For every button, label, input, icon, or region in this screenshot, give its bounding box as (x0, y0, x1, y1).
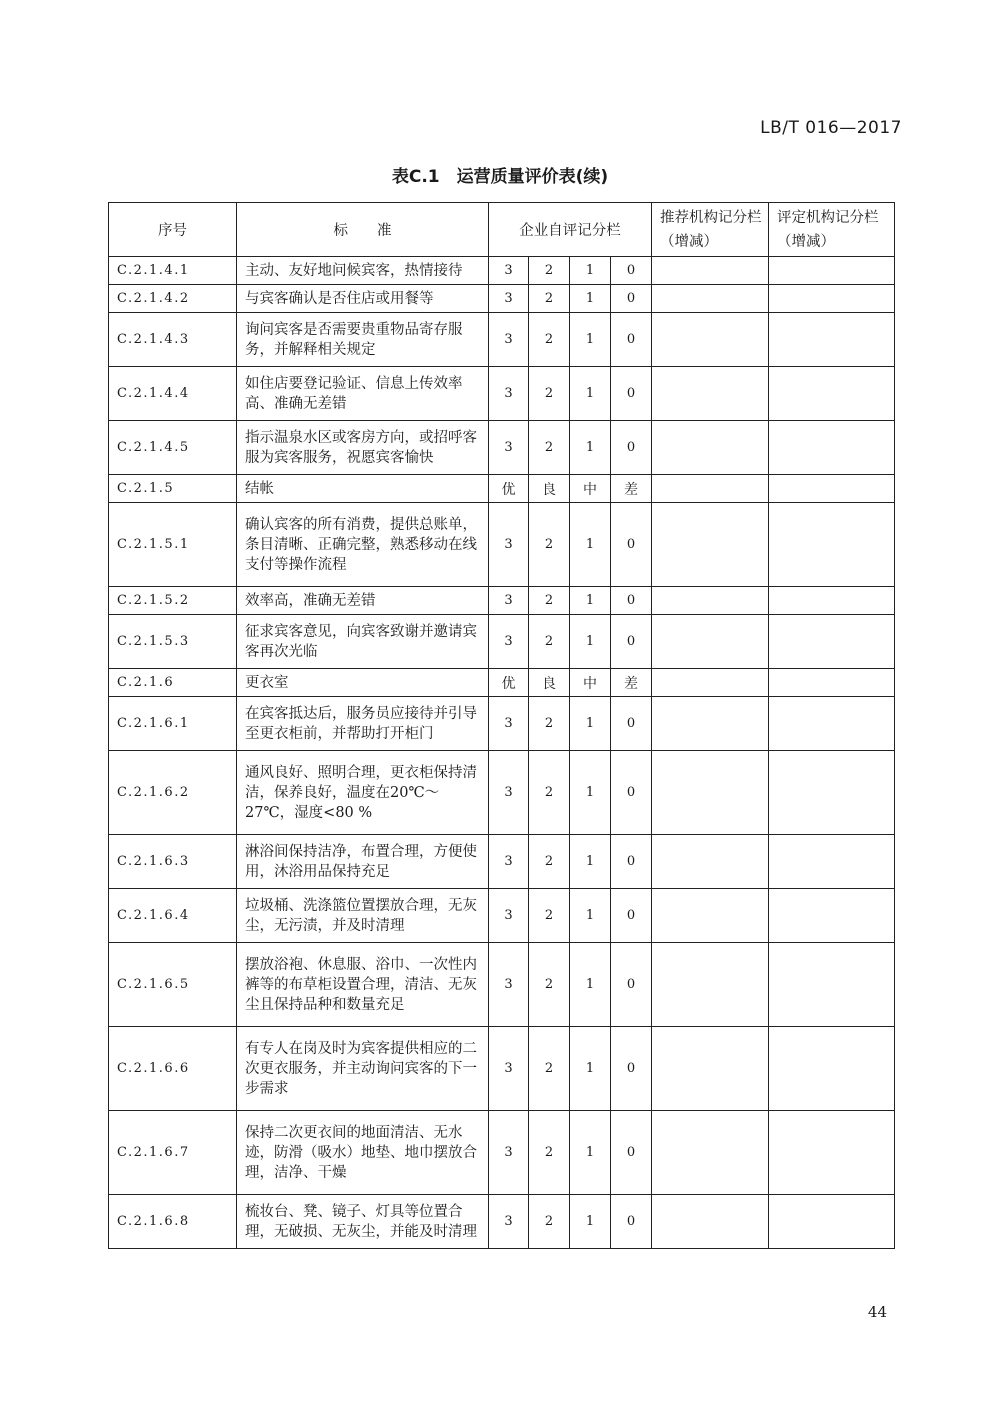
document-code: LB/T 016—2017 (760, 118, 902, 138)
recommend-score-cell[interactable] (652, 587, 769, 615)
standard-text: 梳妆台、凳、镜子、灯具等位置合理，无破损、无灰尘，并能及时清理 (237, 1195, 489, 1249)
recommend-score-cell[interactable] (652, 1027, 769, 1111)
score-cell: 1 (570, 1027, 611, 1111)
standard-text: 询问宾客是否需要贵重物品寄存服务，并解释相关规定 (237, 313, 489, 367)
recommend-score-cell[interactable] (652, 421, 769, 475)
score-cell: 0 (611, 889, 652, 943)
item-number: C.2.1.4.4 (109, 367, 237, 421)
score-cell: 2 (529, 503, 570, 587)
item-number: C.2.1.6.7 (109, 1111, 237, 1195)
score-cell: 2 (529, 421, 570, 475)
score-cell: 2 (529, 257, 570, 285)
score-cell: 2 (529, 615, 570, 669)
score-cell: 0 (611, 751, 652, 835)
evaluation-table (108, 202, 895, 1249)
assess-score-cell[interactable] (769, 697, 895, 751)
grade-cell: 优 (489, 669, 529, 697)
header-self-eval: 企业自评记分栏 (489, 203, 652, 257)
recommend-score-cell[interactable] (652, 697, 769, 751)
item-number: C.2.1.5.2 (109, 587, 237, 615)
table-row (109, 1027, 895, 1111)
score-cell: 1 (570, 503, 611, 587)
assess-score-cell[interactable] (769, 257, 895, 285)
score-cell: 1 (570, 421, 611, 475)
standard-text: 指示温泉水区或客房方向，或招呼客服为宾客服务，祝愿宾客愉快 (237, 421, 489, 475)
recommend-score-cell[interactable] (652, 1111, 769, 1195)
score-cell: 3 (489, 421, 529, 475)
score-cell: 2 (529, 835, 570, 889)
score-cell: 0 (611, 503, 652, 587)
recommend-score-cell[interactable] (652, 503, 769, 587)
standard-text: 通风良好、照明合理，更衣柜保持清洁，保养良好，温度在20℃～27℃，湿度<80 % (237, 751, 489, 835)
item-number: C.2.1.4.2 (109, 285, 237, 313)
score-cell: 3 (489, 313, 529, 367)
recommend-score-cell[interactable] (652, 313, 769, 367)
table-row (109, 751, 895, 835)
table-row (109, 257, 895, 285)
item-number: C.2.1.6.3 (109, 835, 237, 889)
score-cell: 0 (611, 587, 652, 615)
assess-score-cell[interactable] (769, 285, 895, 313)
item-number: C.2.1.6.5 (109, 943, 237, 1027)
table-row (109, 313, 895, 367)
table-row (109, 669, 895, 697)
item-number: C.2.1.6.6 (109, 1027, 237, 1111)
item-number: C.2.1.5.3 (109, 615, 237, 669)
score-cell: 0 (611, 1195, 652, 1249)
score-cell: 0 (611, 697, 652, 751)
score-cell: 0 (611, 367, 652, 421)
standard-text: 效率高，准确无差错 (237, 587, 489, 615)
standard-text: 与宾客确认是否住店或用餐等 (237, 285, 489, 313)
score-cell: 2 (529, 943, 570, 1027)
standard-text: 主动、友好地问候宾客，热情接待 (237, 257, 489, 285)
score-cell: 3 (489, 285, 529, 313)
score-cell: 0 (611, 313, 652, 367)
assess-score-cell[interactable] (769, 1111, 895, 1195)
score-cell: 2 (529, 751, 570, 835)
score-cell: 2 (529, 285, 570, 313)
score-cell: 3 (489, 587, 529, 615)
score-cell: 0 (611, 615, 652, 669)
standard-text: 垃圾桶、洗涤篮位置摆放合理，无灰尘，无污渍，并及时清理 (237, 889, 489, 943)
header-assess: 评定机构记分栏（增减） (769, 203, 895, 257)
score-cell: 2 (529, 889, 570, 943)
score-cell: 1 (570, 313, 611, 367)
table-row (109, 889, 895, 943)
assess-score-cell[interactable] (769, 367, 895, 421)
table-row (109, 1195, 895, 1249)
score-cell: 0 (611, 1027, 652, 1111)
standard-text: 确认宾客的所有消费，提供总账单，条目清晰、正确完整，熟悉移动在线支付等操作流程 (237, 503, 489, 587)
standard-text: 在宾客抵达后，服务员应接待并引导至更衣柜前，并帮助打开柜门 (237, 697, 489, 751)
item-number: C.2.1.6.4 (109, 889, 237, 943)
table-row (109, 615, 895, 669)
item-number: C.2.1.4.1 (109, 257, 237, 285)
standard-text: 更衣室 (237, 669, 489, 697)
score-cell: 1 (570, 751, 611, 835)
assess-score-cell[interactable] (769, 1027, 895, 1111)
assess-score-cell[interactable] (769, 421, 895, 475)
page-number: 44 (867, 1303, 887, 1321)
score-cell: 1 (570, 257, 611, 285)
grade-cell: 优 (489, 475, 529, 503)
grade-cell: 中 (570, 475, 611, 503)
assess-score-cell[interactable] (769, 503, 895, 587)
grade-cell: 差 (611, 669, 652, 697)
score-cell: 0 (611, 835, 652, 889)
score-cell: 3 (489, 889, 529, 943)
recommend-score-cell[interactable] (652, 835, 769, 889)
assess-score-cell[interactable] (769, 615, 895, 669)
recommend-score-cell[interactable] (652, 615, 769, 669)
score-cell: 1 (570, 587, 611, 615)
item-number: C.2.1.6.1 (109, 697, 237, 751)
score-cell: 0 (611, 257, 652, 285)
assess-score-cell[interactable] (769, 475, 895, 503)
score-cell: 0 (611, 421, 652, 475)
table-row (109, 835, 895, 889)
score-cell: 1 (570, 697, 611, 751)
standard-text: 保持二次更衣间的地面清洁、无水迹，防滑（吸水）地垫、地巾摆放合理，洁净、干燥 (237, 1111, 489, 1195)
item-number: C.2.1.5.1 (109, 503, 237, 587)
score-cell: 2 (529, 587, 570, 615)
score-cell: 3 (489, 943, 529, 1027)
item-number: C.2.1.6.8 (109, 1195, 237, 1249)
grade-cell: 中 (570, 669, 611, 697)
grade-cell: 差 (611, 475, 652, 503)
assess-score-cell[interactable] (769, 751, 895, 835)
score-cell: 3 (489, 1111, 529, 1195)
table-title: 表C.1 运营质量评价表(续) (391, 167, 609, 187)
recommend-score-cell[interactable] (652, 475, 769, 503)
table-row (109, 587, 895, 615)
score-cell: 3 (489, 503, 529, 587)
assess-score-cell[interactable] (769, 669, 895, 697)
score-cell: 1 (570, 615, 611, 669)
recommend-score-cell[interactable] (652, 1195, 769, 1249)
recommend-score-cell[interactable] (652, 257, 769, 285)
score-cell: 2 (529, 1111, 570, 1195)
score-cell: 3 (489, 257, 529, 285)
score-cell: 2 (529, 1027, 570, 1111)
table-row (109, 421, 895, 475)
recommend-score-cell[interactable] (652, 367, 769, 421)
standard-text: 结帐 (237, 475, 489, 503)
score-cell: 3 (489, 1027, 529, 1111)
recommend-score-cell[interactable] (652, 943, 769, 1027)
standard-text: 如住店要登记验证、信息上传效率高、准确无差错 (237, 367, 489, 421)
score-cell: 0 (611, 943, 652, 1027)
item-number: C.2.1.6.2 (109, 751, 237, 835)
item-number: C.2.1.6 (109, 669, 237, 697)
score-cell: 2 (529, 1195, 570, 1249)
standard-text: 征求宾客意见，向宾客致谢并邀请宾客再次光临 (237, 615, 489, 669)
item-number: C.2.1.4.3 (109, 313, 237, 367)
score-cell: 1 (570, 835, 611, 889)
score-cell: 2 (529, 313, 570, 367)
score-cell: 0 (611, 285, 652, 313)
table-row (109, 367, 895, 421)
table-header-row (109, 203, 895, 257)
score-cell: 3 (489, 1195, 529, 1249)
item-number: C.2.1.5 (109, 475, 237, 503)
score-cell: 2 (529, 697, 570, 751)
item-number: C.2.1.4.5 (109, 421, 237, 475)
table-row (109, 943, 895, 1027)
header-seq: 序号 (109, 203, 237, 257)
grade-cell: 良 (529, 475, 570, 503)
assess-score-cell[interactable] (769, 313, 895, 367)
recommend-score-cell[interactable] (652, 285, 769, 313)
score-cell: 2 (529, 367, 570, 421)
score-cell: 1 (570, 1195, 611, 1249)
header-standard: 标 准 (237, 203, 489, 257)
grade-cell: 良 (529, 669, 570, 697)
table-row (109, 1111, 895, 1195)
table-body (109, 257, 895, 1249)
assess-score-cell[interactable] (769, 889, 895, 943)
table-row (109, 475, 895, 503)
table-row (109, 503, 895, 587)
score-cell: 3 (489, 835, 529, 889)
standard-text: 淋浴间保持洁净，布置合理，方便使用，沐浴用品保持充足 (237, 835, 489, 889)
score-cell: 1 (570, 889, 611, 943)
standard-text: 有专人在岗及时为宾客提供相应的二次更衣服务，并主动询问宾客的下一步需求 (237, 1027, 489, 1111)
assess-score-cell[interactable] (769, 587, 895, 615)
table-row (109, 285, 895, 313)
assess-score-cell[interactable] (769, 943, 895, 1027)
assess-score-cell[interactable] (769, 1195, 895, 1249)
assess-score-cell[interactable] (769, 835, 895, 889)
score-cell: 3 (489, 751, 529, 835)
score-cell: 0 (611, 1111, 652, 1195)
recommend-score-cell[interactable] (652, 889, 769, 943)
recommend-score-cell[interactable] (652, 751, 769, 835)
score-cell: 3 (489, 697, 529, 751)
score-cell: 1 (570, 943, 611, 1027)
table-row (109, 697, 895, 751)
header-recommend: 推荐机构记分栏（增减） (652, 203, 769, 257)
standard-text: 摆放浴袍、休息服、浴巾、一次性内裤等的布草柜设置合理，清洁、无灰尘且保持品种和数量充足 (237, 943, 489, 1027)
score-cell: 1 (570, 285, 611, 313)
score-cell: 1 (570, 1111, 611, 1195)
score-cell: 3 (489, 615, 529, 669)
score-cell: 3 (489, 367, 529, 421)
recommend-score-cell[interactable] (652, 669, 769, 697)
score-cell: 1 (570, 367, 611, 421)
